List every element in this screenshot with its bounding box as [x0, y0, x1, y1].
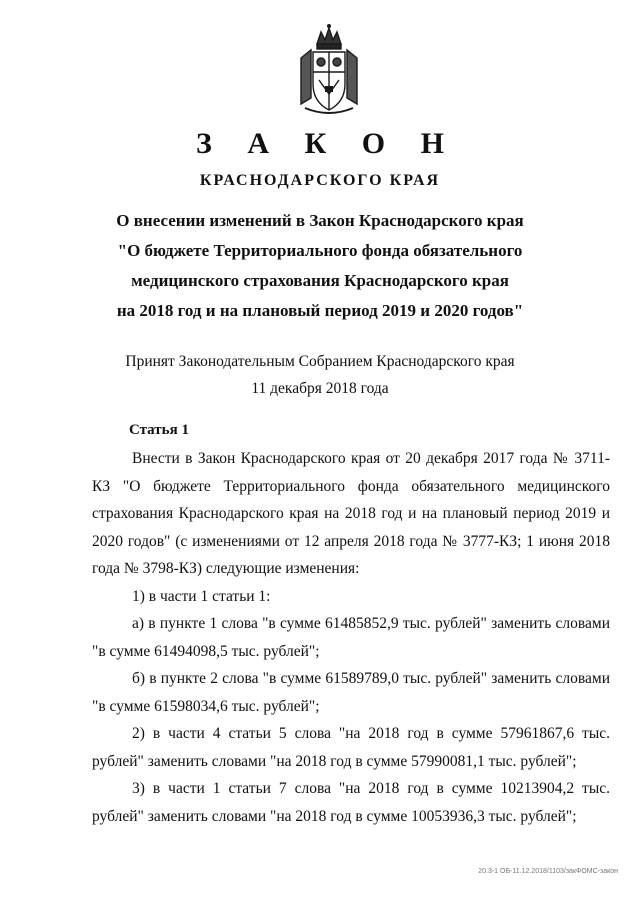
adoption-date: 11 декабря 2018 года — [251, 380, 389, 397]
article-subitem: б) в пункте 2 слова "в сумме 61589789,0 тыс. рублей" заменить словами "в сумме 61598034,6 тыс. рублей"; — [92, 670, 610, 715]
article-intro: Внести в Закон Краснодарского края от 20 декабря 2017 года № 3711-КЗ "О бюджете Территориального фонда обязательного медицинского страхования Краснодарского края на 2018 год и на плановый период 2019 и 2020 годов" (с изменениями от 12 апреля 2018 года № 3777-КЗ; 1 июня 2018 года № 3798-КЗ) следующие изменения: — [92, 450, 610, 577]
subject-line: на 2018 год и на плановый период 2019 и 2020 годов" — [116, 301, 524, 320]
article-heading: Статья 1 — [129, 422, 189, 438]
law-subject — [0, 206, 640, 326]
subject-line: медицинского страхования Краснодарского края — [131, 271, 509, 290]
adoption-note — [0, 348, 640, 402]
adoption-body: Принят Законодательным Собранием Краснодарского края — [125, 353, 515, 370]
document-code: 20.3-1 ОБ-11.12.2018/1103/закФОМС-закон — [478, 868, 618, 875]
article-body — [92, 445, 610, 830]
law-region: КРАСНОДАРСКОГО КРАЯ — [199, 172, 441, 189]
article-subitem: а) в пункте 1 слова "в сумме 61485852,9 тыс. рублей" заменить словами "в сумме 61494098,5 тыс. рублей"; — [92, 615, 610, 660]
law-title: З А К О Н — [196, 127, 458, 160]
coat-of-arms-icon — [295, 22, 363, 118]
subject-line: О внесении изменений в Закон Краснодарского края — [116, 211, 524, 230]
article-item: 2) в части 4 статьи 5 слова "на 2018 год в сумме 57961867,6 тыс. рублей" заменить словами "на 2018 год в сумме 57990081,1 тыс. рублей"; — [92, 725, 610, 770]
article-item: 3) в части 1 статьи 7 слова "на 2018 год в сумме 10213904,2 тыс. рублей" заменить словами "на 2018 год в сумме 10053936,3 тыс. рублей"; — [92, 780, 610, 825]
article-item: 1) в части 1 статьи 1: — [132, 587, 271, 605]
subject-line: "О бюджете Территориального фонда обязательного — [117, 241, 523, 260]
